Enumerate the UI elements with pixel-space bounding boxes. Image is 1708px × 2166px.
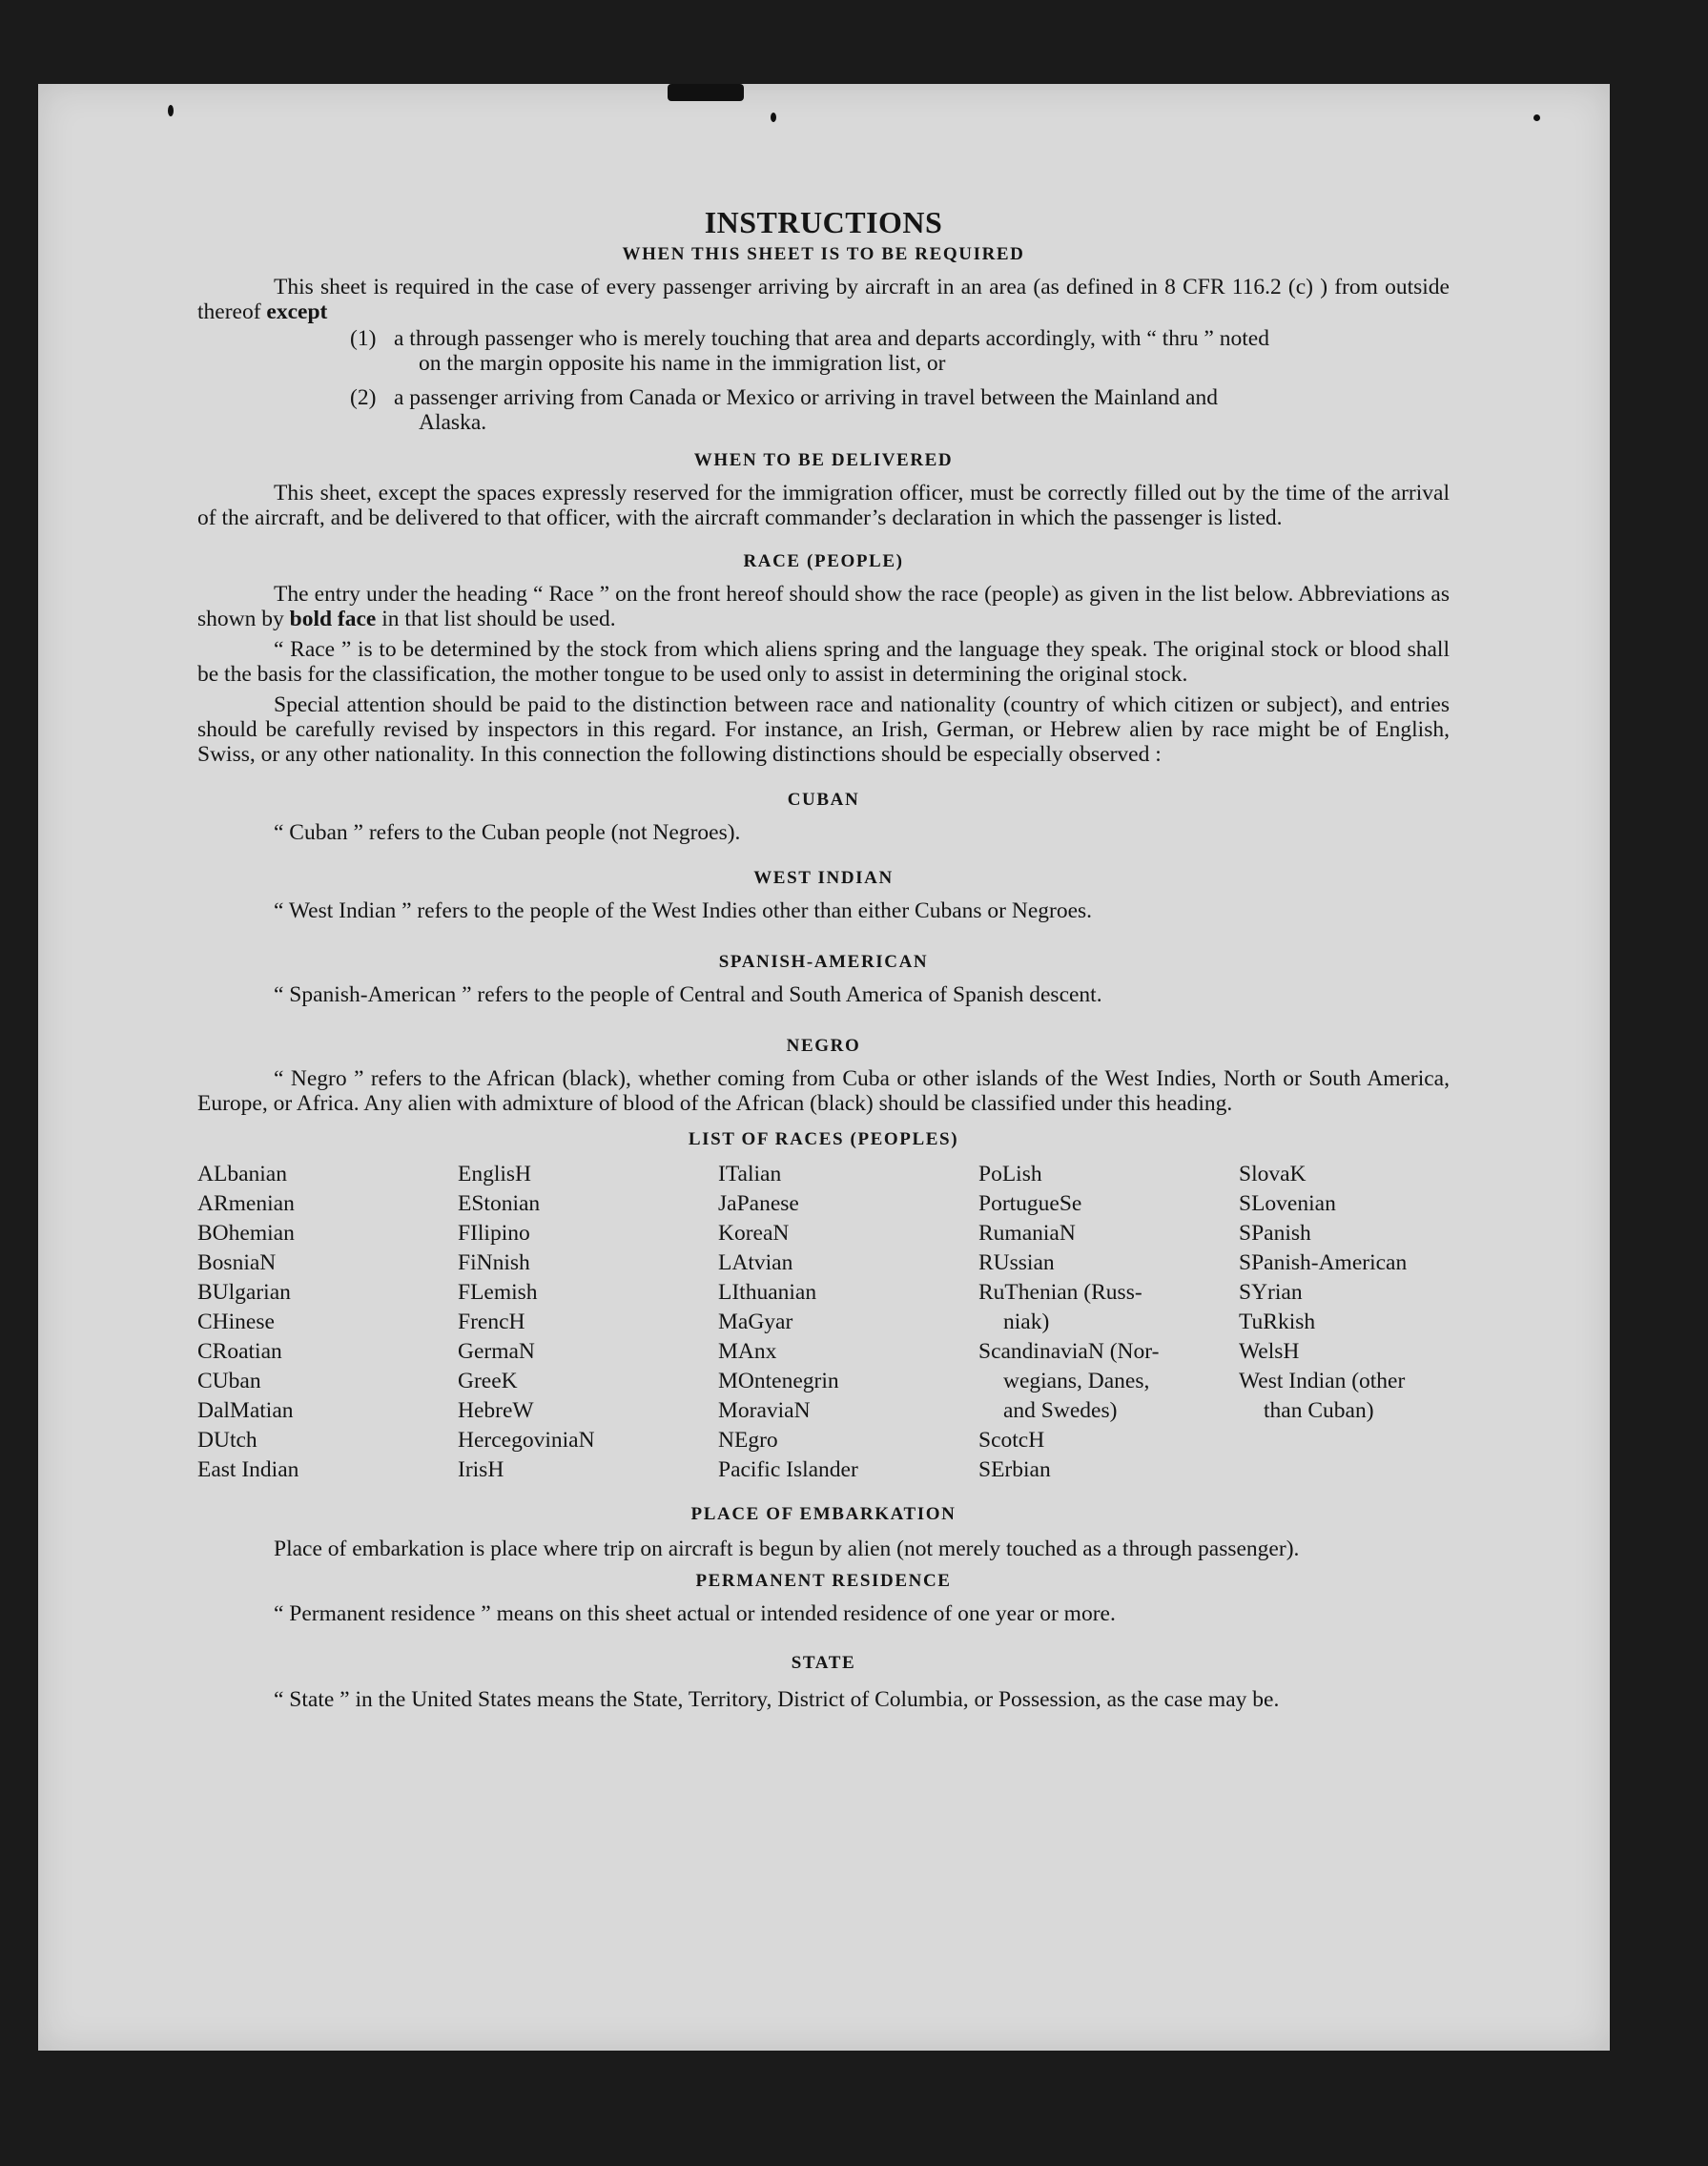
race-entry: FrencH: [458, 1310, 525, 1334]
embarkation-text: Place of embarkation is place where trip on aircraft is begun by alien (not merely touched as a through passenger).: [274, 1537, 1300, 1561]
race-entry: PortugueSe: [978, 1191, 1082, 1216]
race-entry: LAtvian: [718, 1250, 793, 1275]
race-entry: TuRkish: [1239, 1310, 1316, 1334]
heading-race: RACE (PEOPLE): [743, 551, 904, 571]
race-entry: ScandinaviaN (Nor-: [978, 1339, 1160, 1364]
delivered-text: This sheet, except the spaces expressly reserved for the immigration officer, must be correctly filled out by the time of the arrival of the aircraft, and be delivered to that officer, with the aircraft commander’s declaration in which the passenger is listed.: [197, 481, 1450, 530]
race-entry: Pacific Islander: [718, 1457, 858, 1482]
race-entry: SlovaK: [1239, 1162, 1307, 1186]
races-column-2: [458, 1160, 718, 1485]
races-column-5: [1239, 1160, 1450, 1485]
races-column-1: [197, 1160, 458, 1485]
race-entry: HercegoviniaN: [458, 1428, 595, 1453]
spanish-american-text: “ Spanish-American ” refers to the people of Central and South America of Spanish descent.: [274, 982, 1102, 1007]
race-entry: ScotcH: [978, 1428, 1045, 1453]
ink-speck: [1533, 114, 1540, 121]
heading-when-required: WHEN THIS SHEET IS TO BE REQUIRED: [622, 244, 1025, 264]
heading-embarkation: PLACE OF EMBARKATION: [690, 1504, 957, 1524]
race-entry: LIthuanian: [718, 1280, 817, 1305]
heading-list-of-races: LIST OF RACES (PEOPLES): [688, 1129, 959, 1149]
heading-state: STATE: [791, 1653, 856, 1673]
state-text: “ State ” in the United States means the State, Territory, District of Columbia, or Possession, as the case may be.: [274, 1687, 1280, 1712]
instructions-content: [197, 205, 1450, 1716]
race-entry: ARmenian: [197, 1191, 295, 1216]
heading-negro: NEGRO: [786, 1036, 861, 1056]
race-entry: SPanish: [1239, 1221, 1311, 1246]
race-entry-continuation: and Swedes): [1003, 1398, 1118, 1423]
race-entry: NEgro: [718, 1428, 778, 1453]
races-column-3: [718, 1160, 978, 1485]
races-list: [197, 1160, 1450, 1485]
race-entry: GreeK: [458, 1369, 518, 1393]
race-entry: BOhemian: [197, 1221, 295, 1246]
race-entry: FiNnish: [458, 1250, 530, 1275]
heading-west-indian: WEST INDIAN: [753, 868, 894, 888]
race-entry: HebreW: [458, 1398, 534, 1423]
race-entry: CUban: [197, 1369, 261, 1393]
race-entry: EStonian: [458, 1191, 541, 1216]
race-entry: BosniaN: [197, 1250, 277, 1275]
page-title: INSTRUCTIONS: [704, 205, 943, 239]
race-entry: SErbian: [978, 1457, 1051, 1482]
race-entry: KoreaN: [718, 1221, 790, 1246]
race-entry: RuThenian (Russ-: [978, 1280, 1142, 1305]
race-entry: WelsH: [1239, 1339, 1300, 1364]
cuban-text: “ Cuban ” refers to the Cuban people (not Negroes).: [274, 820, 741, 845]
race-entry: CRoatian: [197, 1339, 282, 1364]
race-entry: MAnx: [718, 1339, 777, 1364]
race-entry: RumaniaN: [978, 1221, 1076, 1246]
race-entry: SLovenian: [1239, 1191, 1336, 1216]
race-entry: MaGyar: [718, 1310, 793, 1334]
race-entry: MoraviaN: [718, 1398, 811, 1423]
exception-item-1: (1) a through passenger who is merely touching that area and departs accordingly, with “ thru ” noted on the margin opposite his name in the immigration list, or: [350, 326, 1269, 376]
race-entry: EnglisH: [458, 1162, 532, 1186]
race-entry: SYrian: [1239, 1280, 1303, 1305]
race-entry: RUssian: [978, 1250, 1055, 1275]
west-indian-text: “ West Indian ” refers to the people of the West Indies other than either Cubans or Negroes.: [274, 898, 1093, 923]
race-entry: FLemish: [458, 1280, 538, 1305]
race-entry-continuation: niak): [1003, 1310, 1050, 1334]
negro-text: “ Negro ” refers to the African (black), whether coming from Cuba or other islands of the West Indies, North or South America, Europe, or Africa. Any alien with admixture of blood of the African (black) should be classified under this heading.: [197, 1066, 1450, 1116]
race-entry: MOntenegrin: [718, 1369, 839, 1393]
races-column-4: [978, 1160, 1239, 1485]
race-paragraph-1: The entry under the heading “ Race ” on the front hereof should show the race (people) as given in the list below. Abbreviations as shown by bold face in that list should be used.: [197, 582, 1450, 631]
residence-text: “ Permanent residence ” means on this sheet actual or intended residence of one year or more.: [274, 1601, 1116, 1626]
race-entry: FIlipino: [458, 1221, 530, 1246]
race-paragraph-3: Special attention should be paid to the distinction between race and nationality (country of which citizen or subject), and entries should be carefully revised by inspectors in this regard. For instance, an Irish, German, or Hebrew alien by race might be of English, Swiss, or any other nationality. In this connection the following distinctions should be especially observed :: [197, 692, 1450, 767]
heading-permanent-residence: PERMANENT RESIDENCE: [695, 1571, 952, 1591]
race-entry: West Indian (other: [1239, 1369, 1406, 1393]
race-entry: CHinese: [197, 1310, 275, 1334]
race-entry: ITalian: [718, 1162, 782, 1186]
ink-speck: [168, 105, 174, 116]
heading-cuban: CUBAN: [787, 790, 860, 810]
ink-speck: [771, 113, 776, 122]
ink-speck: [668, 84, 744, 101]
race-entry: DalMatian: [197, 1398, 294, 1423]
race-paragraph-2: “ Race ” is to be determined by the stock from which aliens spring and the language they speak. The original stock or blood shall be the basis for the classification, the mother tongue to be used only to assist in determining the original stock.: [197, 637, 1450, 687]
race-entry: BUlgarian: [197, 1280, 291, 1305]
exception-item-2: (2) a passenger arriving from Canada or Mexico or arriving in travel between the Mainland and Alaska.: [350, 385, 1218, 435]
race-entry-continuation: wegians, Danes,: [1003, 1369, 1150, 1393]
heading-when-delivered: WHEN TO BE DELIVERED: [693, 450, 954, 470]
race-entry-continuation: than Cuban): [1264, 1398, 1374, 1423]
race-entry: GermaN: [458, 1339, 535, 1364]
race-entry: JaPanese: [718, 1191, 799, 1216]
race-entry: PoLish: [978, 1162, 1042, 1186]
race-entry: ALbanian: [197, 1162, 287, 1186]
heading-spanish-american: SPANISH-AMERICAN: [718, 952, 929, 972]
race-entry: SPanish-American: [1239, 1250, 1408, 1275]
required-intro: This sheet is required in the case of every passenger arriving by aircraft in an area (as defined in 8 CFR 116.2 (c) ) from outside thereof except: [197, 275, 1450, 324]
race-entry: East Indian: [197, 1457, 299, 1482]
race-entry: IrisH: [458, 1457, 504, 1482]
race-entry: DUtch: [197, 1428, 257, 1453]
